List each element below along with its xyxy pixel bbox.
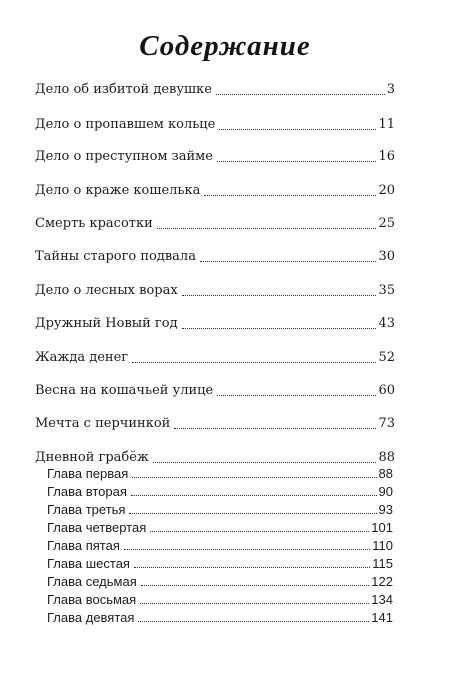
toc-chapter-page: 101 [371,520,393,535]
dot-leader [217,385,376,396]
toc-chapter-title: Глава четвертая [47,520,147,535]
dot-leader [141,575,370,586]
toc-entry-title: Дружный Новый год [35,316,178,331]
page-title: Содержание [139,30,311,62]
dot-leader [182,285,377,296]
dot-leader [200,251,377,262]
toc-chapter [47,520,393,535]
toc-entry [35,383,395,399]
toc-chapter [47,538,393,553]
toc-chapter-page: 134 [371,592,393,607]
dot-leader [217,151,377,162]
dot-leader [132,467,376,478]
toc-chapter-page: 93 [378,502,393,517]
toc-entry-page: 43 [378,316,395,331]
toc-chapter-title: Глава восьмая [47,592,137,607]
toc-entry-page: 35 [378,283,395,298]
toc-chapter [47,502,393,517]
toc-entry-page: 11 [378,117,395,132]
toc-chapter-title: Глава вторая [47,484,127,499]
toc-chapter [47,556,393,571]
toc-entry-page: 73 [378,416,395,431]
toc-chapter-page: 141 [371,610,393,625]
toc-entry-title: Дневной грабёж [35,450,149,465]
toc-entry [35,350,395,366]
toc-entry [35,149,395,165]
toc-entry-page: 16 [378,149,395,164]
toc-chapter-page: 115 [372,556,393,571]
toc-entry-page: 3 [386,82,395,97]
toc-entry-page: 30 [378,249,395,264]
toc-entry-title: Тайны старого подвала [35,249,196,264]
toc-entry-page: 25 [378,216,395,231]
toc-chapter-title: Глава первая [47,466,129,481]
dot-leader [150,521,369,532]
toc-entry [35,249,395,265]
toc-chapter-title: Глава пятая [47,538,120,553]
toc-entry [35,416,395,432]
toc-chapter-title: Глава девятая [47,610,135,625]
toc-entry-title: Дело о лесных ворах [35,283,178,298]
toc-chapter-title: Глава третья [47,502,126,517]
toc-entry-page: 60 [378,383,395,398]
toc-chapter [47,466,393,481]
toc-chapter [47,574,393,589]
dot-leader [157,218,377,229]
dot-leader [131,485,377,496]
toc-entry-title: Дело о преступном займе [35,149,213,164]
toc-chapter-page: 110 [372,538,393,553]
toc-chapter-title: Глава шестая [47,556,130,571]
toc-entry-title: Смерть красотки [35,216,153,231]
toc-entry-page: 88 [378,450,395,465]
toc-chapter [47,610,393,625]
toc-entry-title: Дело о краже кошелька [35,183,201,198]
toc-entry-title: Жажда денег [35,350,129,365]
dot-leader [204,185,376,196]
toc-chapter-page: 122 [371,574,393,589]
dot-leader [182,318,377,329]
dot-leader [129,503,376,514]
toc-entry-title: Дело о пропавшем кольце [35,117,216,132]
toc-entry [35,183,395,199]
toc-chapter [47,484,393,499]
toc-chapter-title: Глава седьмая [47,574,137,589]
dot-leader [134,557,370,568]
toc-entry [35,316,395,332]
dot-leader [216,84,385,95]
dot-leader [219,119,376,130]
dot-leader [138,611,369,622]
toc-entry-page: 52 [378,350,395,365]
dot-leader [132,352,376,363]
dot-leader [174,418,376,429]
toc-chapter-page: 90 [378,484,393,499]
toc-entry-page: 20 [378,183,395,198]
toc-chapter-page: 88 [378,466,393,481]
toc-entry-title: Мечта с перчинкой [35,416,171,431]
toc-entry [35,450,395,466]
toc-entry [35,283,395,299]
dot-leader [124,539,370,550]
toc-entry [35,216,395,232]
dot-leader [153,452,377,463]
toc-entry [35,117,395,133]
toc-entry-title: Дело об избитой девушке [35,82,212,97]
toc-entry [35,82,395,98]
dot-leader [140,593,369,604]
toc-chapter [47,592,393,607]
toc-entry-title: Весна на кошачьей улице [35,383,214,398]
